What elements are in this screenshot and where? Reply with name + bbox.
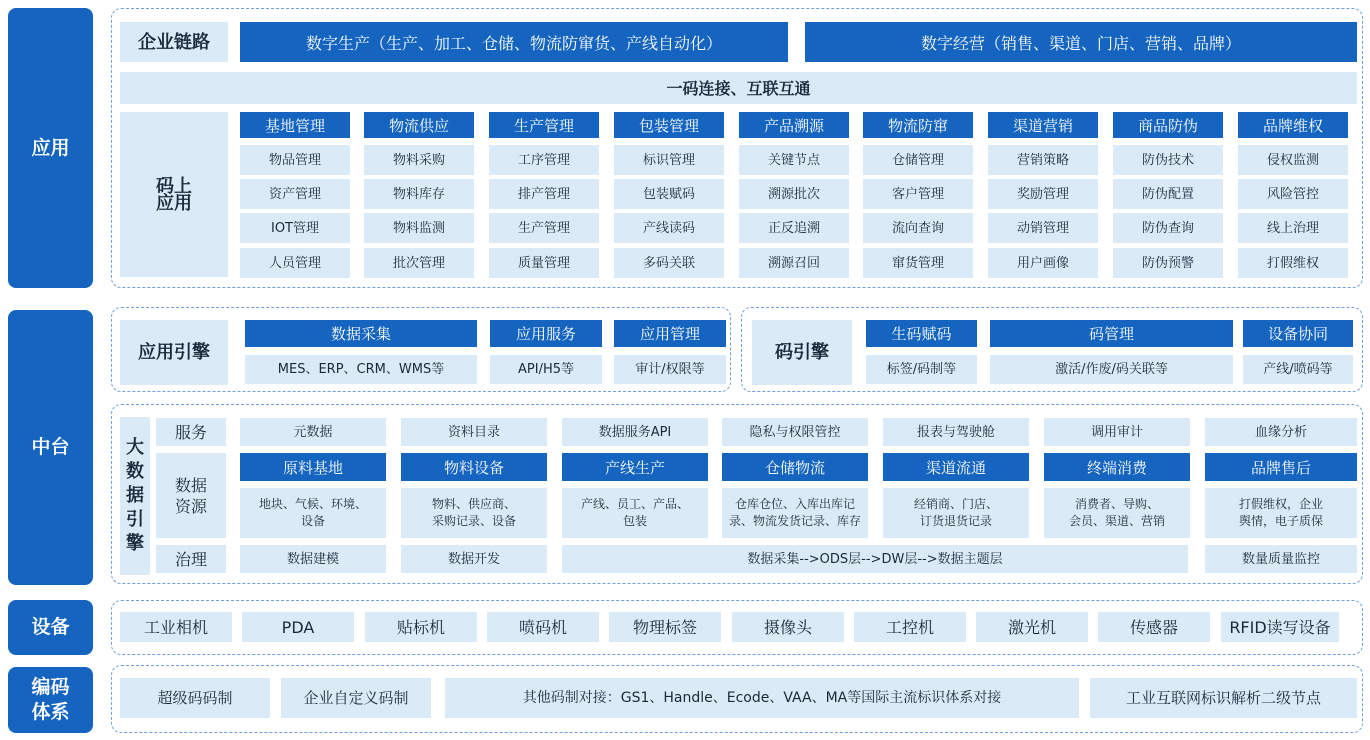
code-engine-module-title-1: 码管理: [990, 320, 1233, 347]
bigdata-engine-label: 大 数 据 引 擎: [120, 417, 150, 575]
resource-title-0: 原料基地: [240, 453, 386, 481]
app-item: 物料采购: [364, 145, 474, 175]
app-column-title-8: 品牌维权: [1238, 112, 1348, 138]
digital-operation-banner: 数字经营（销售、渠道、门店、营销、品牌）: [805, 22, 1357, 62]
app-column-title-1: 物流供应: [364, 112, 474, 138]
app-item: 动销管理: [988, 213, 1098, 243]
resource-title-1: 物料设备: [401, 453, 547, 481]
app-column-title-6: 渠道营销: [988, 112, 1098, 138]
app-item: 生产管理: [489, 213, 599, 243]
device-item: 物理标签: [609, 612, 721, 642]
app-item: 正反追溯: [739, 213, 849, 243]
resource-title-3: 仓储物流: [722, 453, 868, 481]
resource-title-2: 产线生产: [562, 453, 708, 481]
app-engine-module-desc-2: 审计/权限等: [614, 355, 726, 384]
app-item: 防伪技术: [1113, 145, 1223, 175]
app-item: 侵权监测: [1238, 145, 1348, 175]
enterprise-chain-label: 企业链路: [120, 22, 228, 62]
coding-item-3: 工业互联网标识解析二级节点: [1090, 678, 1357, 718]
coding-item-0: 超级码码制: [120, 678, 270, 718]
device-item: 摄像头: [732, 612, 844, 642]
resource-desc-6: 打假维权，企业 舆情，电子质保: [1205, 488, 1357, 538]
resource-desc-2: 产线、员工、产品、 包装: [562, 488, 708, 538]
resource-title-5: 终端消费: [1044, 453, 1190, 481]
resource-title-4: 渠道流通: [883, 453, 1029, 481]
app-engine-module-title-0: 数据采集: [245, 320, 477, 347]
code-engine-module-desc-2: 产线/喷码等: [1243, 355, 1353, 384]
resource-desc-0: 地块、气候、环境、 设备: [240, 488, 386, 538]
service-item: 元数据: [240, 418, 386, 446]
device-item: 激光机: [976, 612, 1088, 642]
connect-banner: 一码连接、互联互通: [120, 72, 1357, 104]
sidebar-layer-3: 编码 体系: [8, 667, 93, 733]
governance-label: 治理: [156, 545, 226, 573]
app-item: 打假维权: [1238, 248, 1348, 278]
app-item: 用户画像: [988, 248, 1098, 278]
code-apps-label: 码上 应用: [120, 112, 228, 277]
app-column-title-7: 商品防伪: [1113, 112, 1223, 138]
app-engine-label: 应用引擎: [120, 320, 228, 385]
app-engine-module-title-2: 应用管理: [614, 320, 726, 347]
coding-item-1: 企业自定义码制: [281, 678, 431, 718]
app-item: 标识管理: [614, 145, 724, 175]
resource-desc-1: 物料、供应商、 采购记录、设备: [401, 488, 547, 538]
service-item: 资料目录: [401, 418, 547, 446]
code-engine-module-desc-1: 激活/作废/码关联等: [990, 355, 1233, 384]
app-item: 批次管理: [364, 248, 474, 278]
app-item: 物料监测: [364, 213, 474, 243]
app-item: 物品管理: [240, 145, 350, 175]
sidebar-layer-0: 应用: [8, 8, 93, 288]
app-item: 仓储管理: [863, 145, 973, 175]
governance-item-1: 数据开发: [401, 545, 547, 573]
code-engine-module-desc-0: 标签/码制等: [866, 355, 977, 384]
app-item: 多码关联: [614, 248, 724, 278]
code-engine-module-title-0: 生码赋码: [866, 320, 977, 347]
app-column-title-2: 生产管理: [489, 112, 599, 138]
app-item: 关键节点: [739, 145, 849, 175]
app-item: 防伪查询: [1113, 213, 1223, 243]
app-item: 营销策略: [988, 145, 1098, 175]
data-resources-label: 数据 资源: [156, 453, 226, 538]
app-column-title-3: 包装管理: [614, 112, 724, 138]
app-item: 包装赋码: [614, 179, 724, 209]
app-item: 奖励管理: [988, 179, 1098, 209]
code-engine-module-title-2: 设备协同: [1243, 320, 1353, 347]
service-item: 数据服务API: [562, 418, 708, 446]
device-item: 传感器: [1098, 612, 1210, 642]
app-item: 工序管理: [489, 145, 599, 175]
code-engine-label: 码引擎: [752, 320, 852, 385]
app-item: 线上治理: [1238, 213, 1348, 243]
service-item: 调用审计: [1044, 418, 1190, 446]
resource-desc-3: 仓库仓位、入库出库记 录、物流发货记录、库存: [722, 488, 868, 538]
sidebar-layer-1: 中台: [8, 310, 93, 585]
governance-item-3: 数量质量监控: [1205, 545, 1357, 573]
app-item: IOT管理: [240, 213, 350, 243]
app-item: 防伪预警: [1113, 248, 1223, 278]
resource-desc-4: 经销商、门店、 订货退货记录: [883, 488, 1029, 538]
resource-title-6: 品牌售后: [1205, 453, 1357, 481]
app-engine-module-title-1: 应用服务: [490, 320, 602, 347]
service-item: 隐私与权限管控: [722, 418, 868, 446]
device-item: 工控机: [854, 612, 966, 642]
service-item: 血缘分析: [1205, 418, 1357, 446]
app-item: 流向查询: [863, 213, 973, 243]
app-item: 产线读码: [614, 213, 724, 243]
app-item: 物料库存: [364, 179, 474, 209]
app-item: 防伪配置: [1113, 179, 1223, 209]
coding-item-2: 其他码制对接：GS1、Handle、Ecode、VAA、MA等国际主流标识体系对接: [445, 678, 1079, 718]
digital-production-banner: 数字生产（生产、加工、仓储、物流防窜货、产线自动化）: [240, 22, 788, 62]
device-item: RFID读写设备: [1221, 612, 1339, 642]
sidebar-layer-2: 设备: [8, 600, 93, 655]
device-item: 喷码机: [487, 612, 599, 642]
app-item: 窜货管理: [863, 248, 973, 278]
app-item: 资产管理: [240, 179, 350, 209]
app-engine-module-desc-1: API/H5等: [490, 355, 602, 384]
app-column-title-4: 产品溯源: [739, 112, 849, 138]
app-item: 客户管理: [863, 179, 973, 209]
services-label: 服务: [156, 418, 226, 446]
app-item: 溯源召回: [739, 248, 849, 278]
device-item: 贴标机: [365, 612, 477, 642]
app-item: 风险管控: [1238, 179, 1348, 209]
governance-item-0: 数据建模: [240, 545, 386, 573]
app-item: 质量管理: [489, 248, 599, 278]
device-item: 工业相机: [120, 612, 232, 642]
device-item: PDA: [242, 612, 354, 642]
resource-desc-5: 消费者、导购、 会员、渠道、营销: [1044, 488, 1190, 538]
app-column-title-5: 物流防窜: [863, 112, 973, 138]
governance-item-2: 数据采集-->ODS层-->DW层-->数据主题层: [562, 545, 1188, 573]
app-engine-module-desc-0: MES、ERP、CRM、WMS等: [245, 355, 477, 384]
app-item: 排产管理: [489, 179, 599, 209]
app-item: 人员管理: [240, 248, 350, 278]
app-column-title-0: 基地管理: [240, 112, 350, 138]
service-item: 报表与驾驶舱: [883, 418, 1029, 446]
app-item: 溯源批次: [739, 179, 849, 209]
